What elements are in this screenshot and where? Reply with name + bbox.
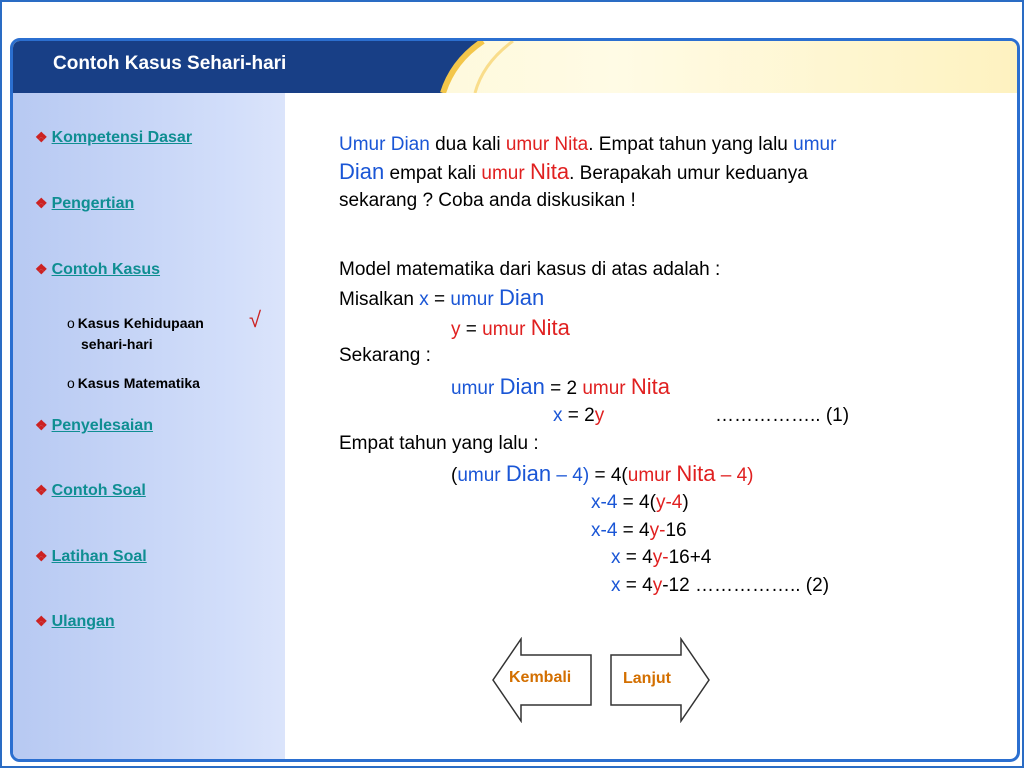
diamond-bullet-icon: ❖ — [35, 195, 48, 211]
equation-step-4: x = 4y-12 …………….. (2) — [611, 575, 830, 596]
problem-line-3: sekarang ? Coba anda diskusikan ! — [339, 190, 636, 211]
diamond-bullet-icon: ❖ — [35, 613, 48, 629]
sub-item-kasus-kehidupan: o Kasus Kehidupaan sehari-hari — [67, 315, 204, 352]
equation-1: x = 2y — [553, 405, 605, 426]
diamond-bullet-icon: ❖ — [35, 417, 48, 433]
model-misalkan-x: Misalkan x = umur Dian — [339, 285, 545, 310]
title-bar — [13, 41, 1017, 93]
equation-step-2: x-4 = 4y-16 — [591, 520, 687, 541]
sidebar-item-pengertian[interactable]: ❖ Pengertian — [35, 195, 135, 212]
equation-step-3: x = 4y-16+4 — [611, 547, 712, 568]
model-misalkan-y: y = umur Nita — [451, 315, 570, 340]
diamond-bullet-icon: ❖ — [35, 482, 48, 498]
sub-item-kasus-matematika: o Kasus Matematika — [67, 375, 200, 391]
page-title: Contoh Kasus Sehari-hari — [53, 53, 287, 74]
equation-1-label: …………….. (1) — [715, 405, 850, 426]
sidebar-item-kompetensi-dasar[interactable]: ❖ Kompetensi Dasar — [35, 129, 193, 146]
sidebar-item-ulangan[interactable]: ❖ Ulangan — [35, 613, 115, 630]
model-intro: Model matematika dari kasus di atas adalah : — [339, 259, 721, 280]
equation-step-1: x-4 = 4(y-4) — [591, 492, 689, 513]
navigation-buttons — [491, 637, 711, 723]
diamond-bullet-icon: ❖ — [35, 261, 48, 277]
next-button[interactable]: Lanjut — [623, 670, 671, 687]
sidebar-item-latihan-soal[interactable]: ❖ Latihan Soal — [35, 548, 147, 565]
back-button[interactable]: Kembali — [509, 669, 572, 686]
equation-empat-tahun: (umur Dian – 4) = 4(umur Nita – 4) — [451, 461, 754, 486]
equation-sekarang: umur Dian = 2 umur Nita — [451, 374, 671, 399]
sidebar-item-contoh-soal[interactable]: ❖ Contoh Soal — [35, 482, 146, 499]
sidebar — [13, 93, 285, 762]
check-mark-icon: √ — [249, 307, 262, 332]
model-empat-tahun: Empat tahun yang lalu : — [339, 433, 539, 454]
problem-line-2: Dian empat kali umur Nita. Berapakah umur keduanya — [339, 159, 808, 184]
diamond-bullet-icon: ❖ — [35, 548, 48, 564]
diamond-bullet-icon: ❖ — [35, 129, 48, 145]
problem-line-1: Umur Dian dua kali umur Nita. Empat tahun yang lalu umur — [339, 134, 837, 155]
slide-panel — [10, 38, 1020, 762]
sidebar-item-penyelesaian[interactable]: ❖ Penyelesaian — [35, 417, 153, 434]
sidebar-item-contoh-kasus[interactable]: ❖ Contoh Kasus — [35, 261, 161, 278]
model-sekarang: Sekarang : — [339, 345, 431, 366]
